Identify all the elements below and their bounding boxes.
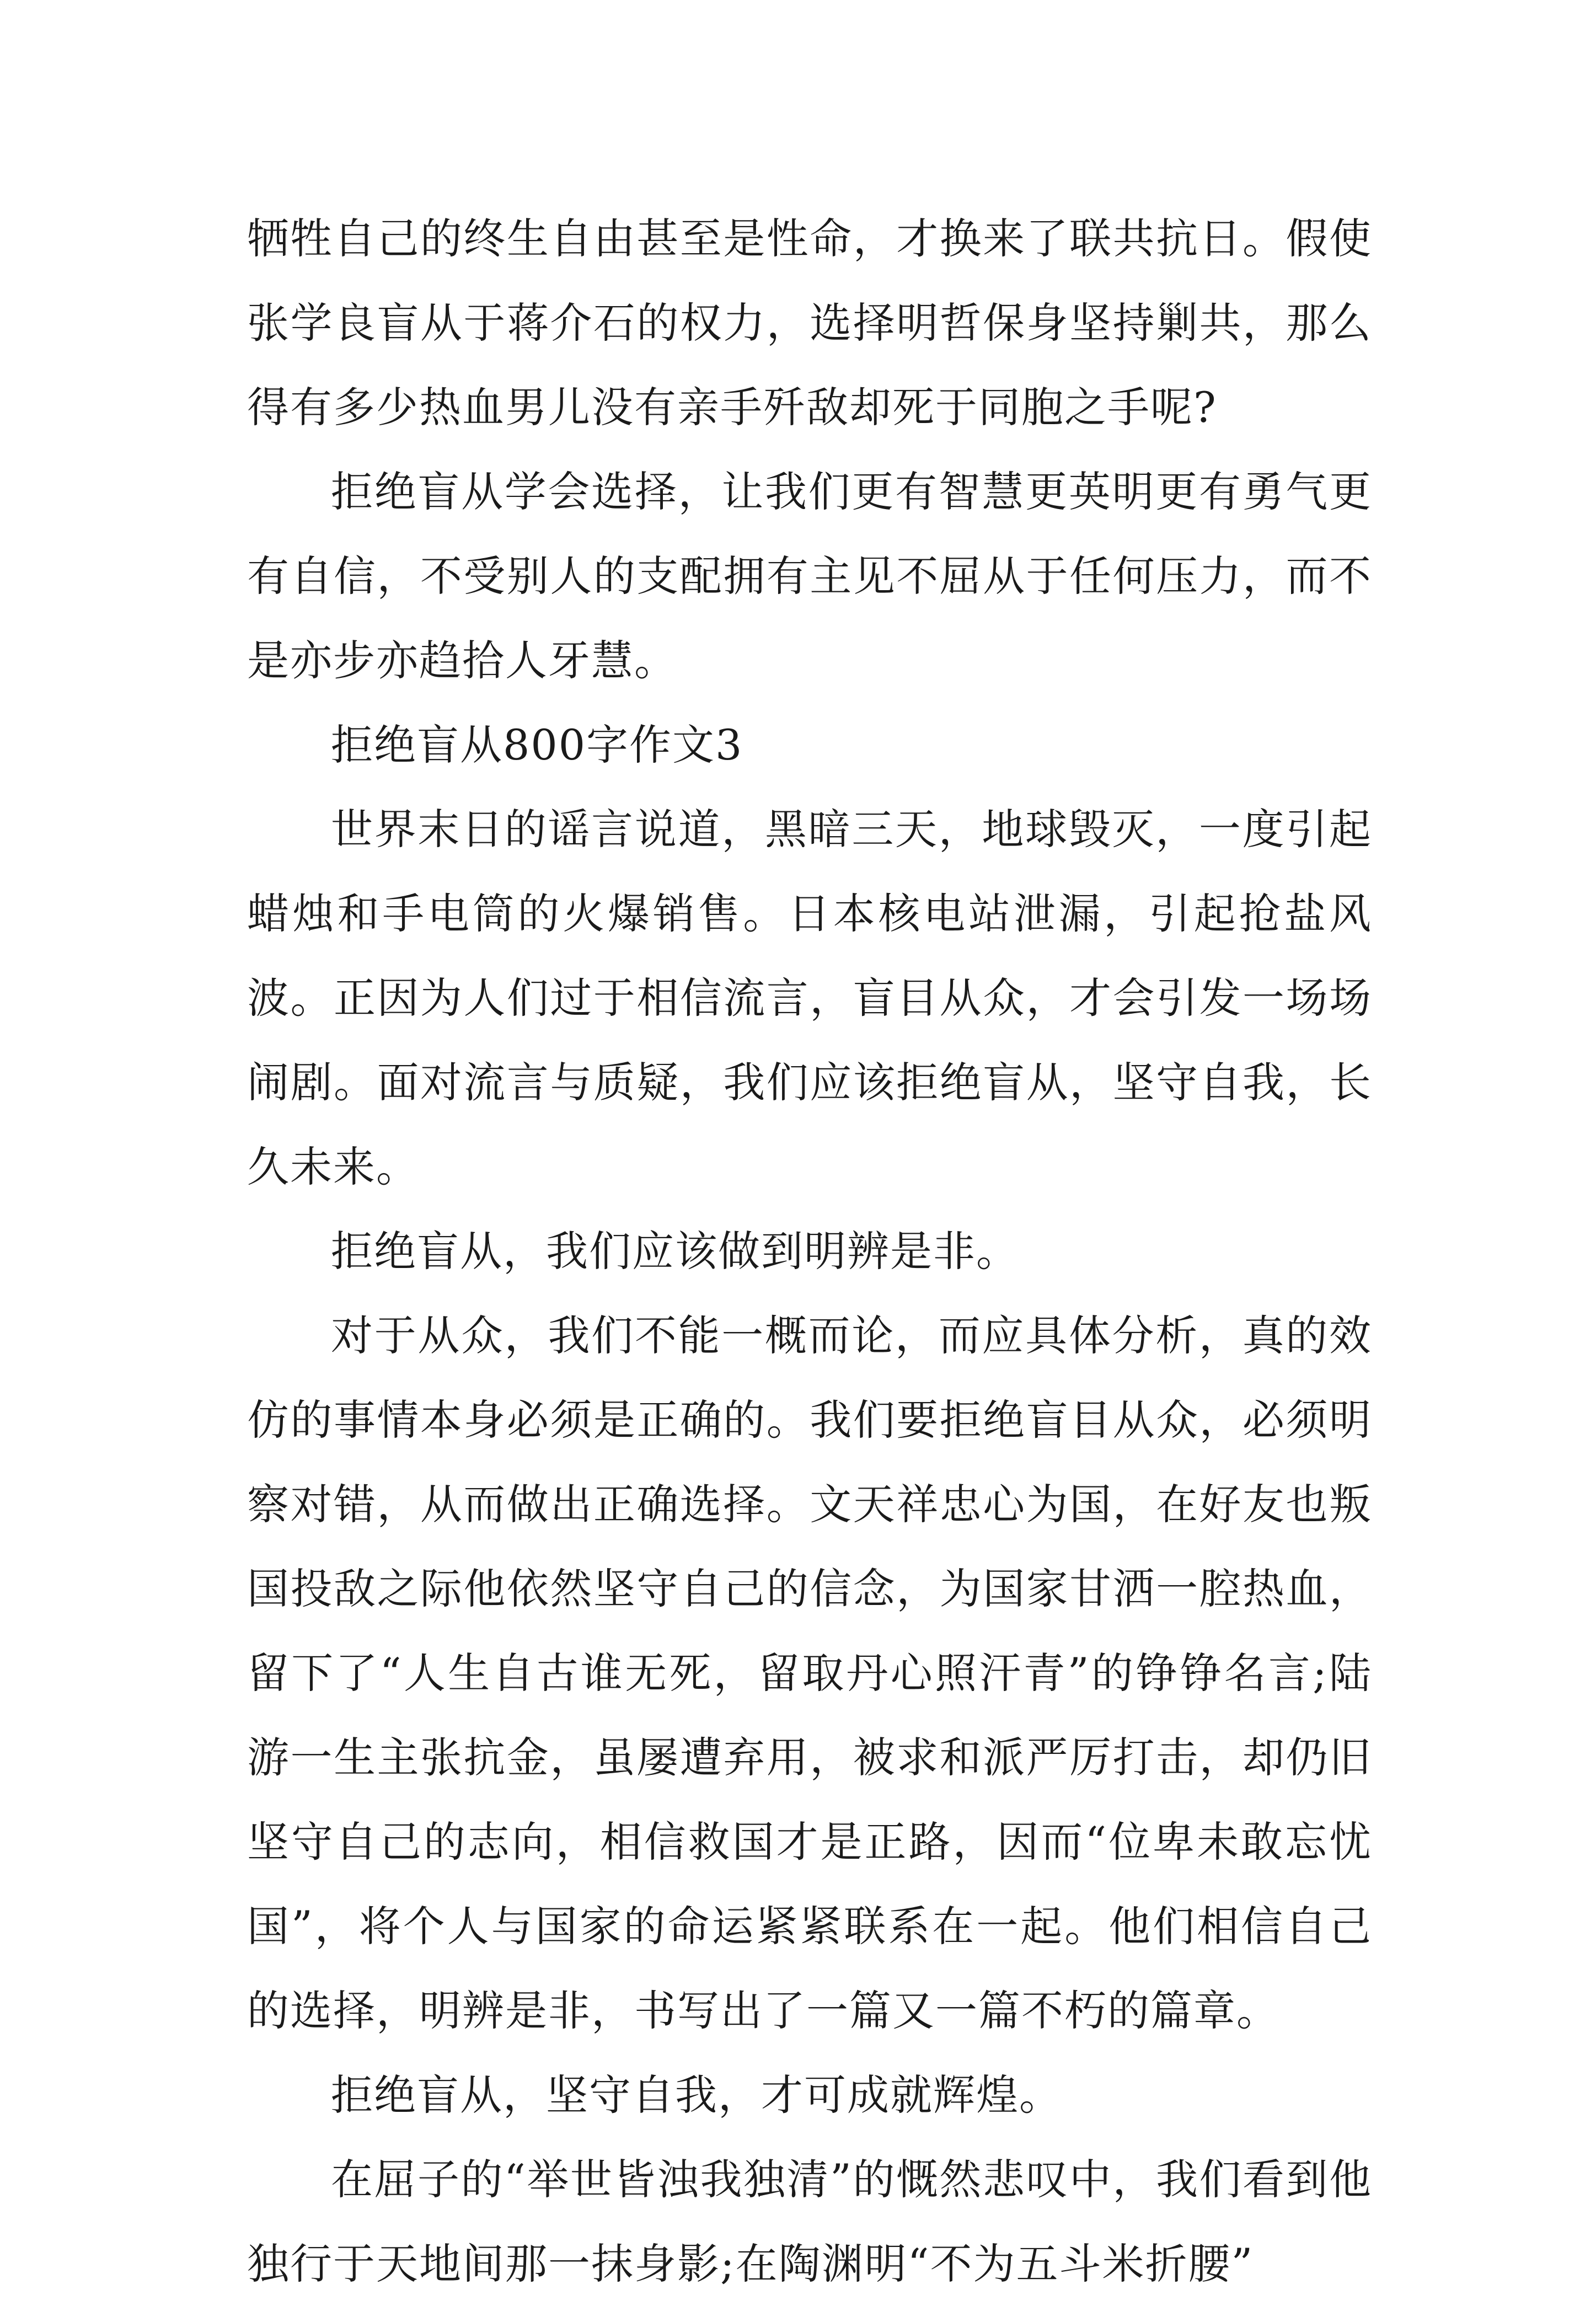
paragraph-conclusion: 拒绝盲从学会选择，让我们更有智慧更英明更有勇气更有自信，不受别人的支配拥有主见不屈从于任何压力，而不是亦步亦趋拾人牙慧。 [247,467,1372,685]
paragraph-argument-2: 在屈子的“举世皆浊我独清”的慨然悲叹中，我们看到他独行于天地间那一抹身影;在陶渊明“不为五斗米折腰” [247,2155,1372,2288]
paragraph-argument-1: 对于从众，我们不能一概而论，而应具体分析，真的效仿的事情本身必须是正确的。我们要拒绝盲目从众，必须明察对错，从而做出正确选择。文天祥忠心为国，在好友也叛国投敌之际他依然坚守自己的信念，为国家甘洒一腔热血，留下了“人生自古谁无死，留取丹心照汗青”的铮铮名言;陆游一生主张抗金，虽屡遭弃用，被求和派严厉打击，却仍旧坚守自己的志向，相信救国才是正路，因而“位卑未敢忘忧国”，将个人与国家的命运紧紧联系在一起。他们相信自己的选择，明辨是非，书写出了一篇又一篇不朽的篇章。 [247,1311,1372,2035]
document-body [247,196,1372,2306]
paragraph-thesis-1: 拒绝盲从，我们应该做到明辨是非。 [331,1227,1019,1276]
paragraph-thesis-2: 拒绝盲从，坚守自我，才可成就辉煌。 [331,2070,1062,2120]
paragraph-continuation: 牺牲自己的终生自由甚至是性命，才换来了联共抗日。假使张学良盲从于蒋介石的权力，选择明哲保身坚持剿共，那么得有多少热血男儿没有亲手歼敌却死于同胞之手呢? [247,214,1372,432]
essay-heading: 拒绝盲从800字作文3 [331,720,743,769]
paragraph-intro: 世界末日的谣言说道，黑暗三天，地球毁灭，一度引起蜡烛和手电筒的火爆销售。日本核电站泄漏，引起抢盐风波。正因为人们过于相信流言，盲目从众，才会引发一场场闹剧。面对流言与质疑，我们应该拒绝盲从，坚守自我，长久未来。 [247,805,1372,1191]
